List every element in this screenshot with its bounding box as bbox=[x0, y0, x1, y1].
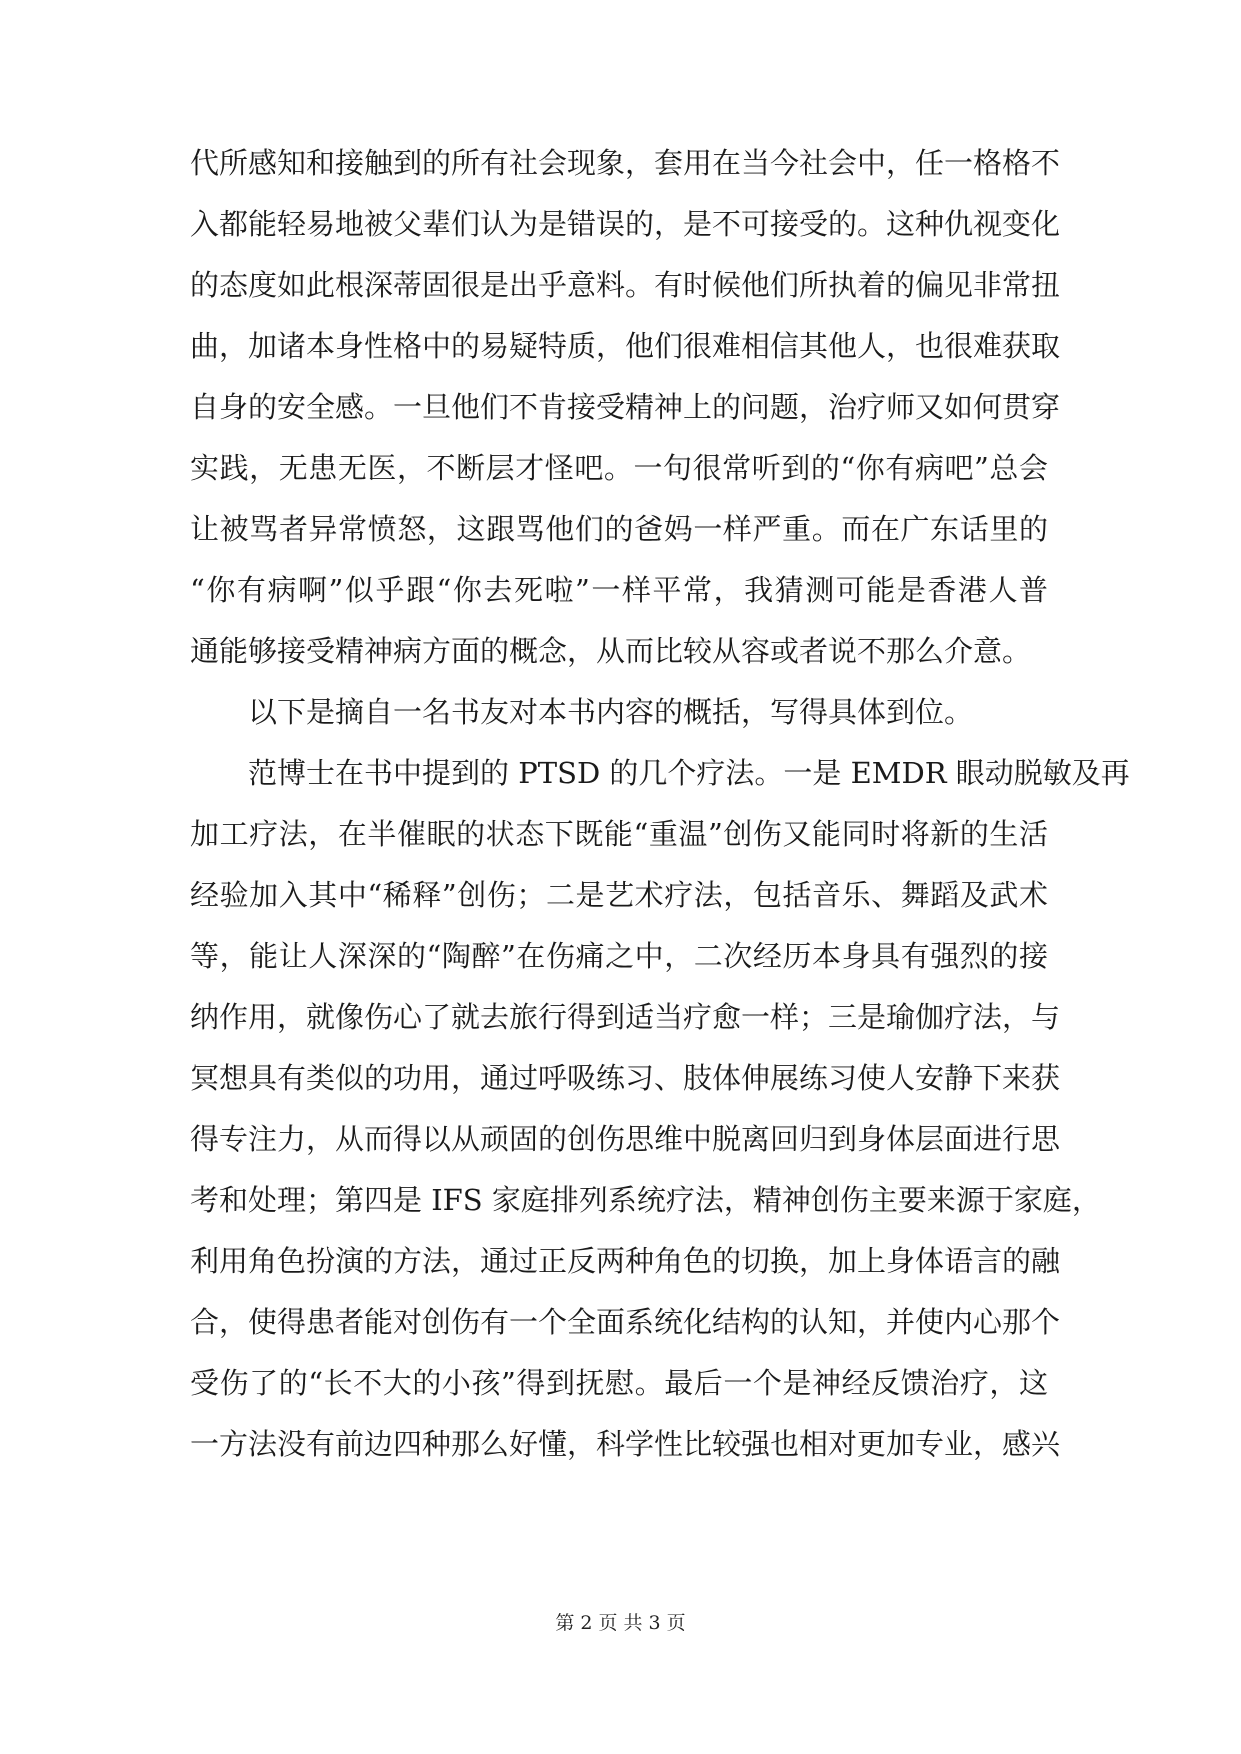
text-line: 纳作用，就像伤心了就去旅行得到适当疗愈一样；三是瑜伽疗法，与 bbox=[190, 1000, 1061, 1034]
text-line: 得专注力，从而得以从顽固的创伤思维中脱离回归到身体层面进行思 bbox=[190, 1122, 1061, 1156]
text-line: 代所感知和接触到的所有社会现象，套用在当今社会中，任一格格不 bbox=[190, 146, 1061, 180]
text-line: 实践，无患无医，不断层才怪吧。一句很常听到的“你有病吧”总会 bbox=[190, 451, 1048, 485]
text-line: 入都能轻易地被父辈们认为是错误的，是不可接受的。这种仇视变化 bbox=[190, 207, 1061, 241]
text-line: 考和处理；第四是 IFS 家庭排列系统疗法，精神创伤主要来源于家庭， bbox=[190, 1183, 1101, 1217]
text-line: 冥想具有类似的功用，通过呼吸练习、肢体伸展练习使人安静下来获 bbox=[190, 1061, 1061, 1095]
text-line: “你有病啊”似乎跟“你去死啦”一样平常，我猜测可能是香港人普 bbox=[190, 573, 1048, 607]
text-line: 通能够接受精神病方面的概念，从而比较从容或者说不那么介意。 bbox=[190, 634, 1032, 668]
text-line: 曲，加诸本身性格中的易疑特质，他们很难相信其他人，也很难获取 bbox=[190, 329, 1061, 363]
text-line: 受伤了的“长不大的小孩”得到抚慰。最后一个是神经反馈治疗，这 bbox=[190, 1366, 1048, 1400]
text-line: 合，使得患者能对创伤有一个全面系统化结构的认知，并使内心那个 bbox=[190, 1305, 1061, 1339]
text-line: 让被骂者异常愤怒，这跟骂他们的爸妈一样严重。而在广东话里的 bbox=[190, 512, 1048, 546]
text-line: 经验加入其中“稀释”创伤；二是艺术疗法，包括音乐、舞蹈及武术 bbox=[190, 878, 1048, 912]
text-line: 利用角色扮演的方法，通过正反两种角色的切换，加上身体语言的融 bbox=[190, 1244, 1061, 1278]
text-line: 范博士在书中提到的 PTSD 的几个疗法。一是 EMDR 眼动脱敏及再 bbox=[248, 756, 1130, 790]
text-line: 自身的安全感。一旦他们不肯接受精神上的问题，治疗师又如何贯穿 bbox=[190, 390, 1061, 424]
text-line: 一方法没有前边四种那么好懂，科学性比较强也相对更加专业，感兴 bbox=[190, 1427, 1061, 1461]
page-number-footer: 第 2 页 共 3 页 bbox=[555, 1612, 686, 1634]
text-line: 加工疗法，在半催眠的状态下既能“重温”创伤又能同时将新的生活 bbox=[190, 817, 1048, 851]
text-line: 以下是摘自一名书友对本书内容的概括，写得具体到位。 bbox=[248, 695, 974, 729]
text-line: 等，能让人深深的“陶醉”在伤痛之中，二次经历本身具有强烈的接 bbox=[190, 939, 1048, 973]
text-line: 的态度如此根深蒂固很是出乎意料。有时候他们所执着的偏见非常扭 bbox=[190, 268, 1061, 302]
